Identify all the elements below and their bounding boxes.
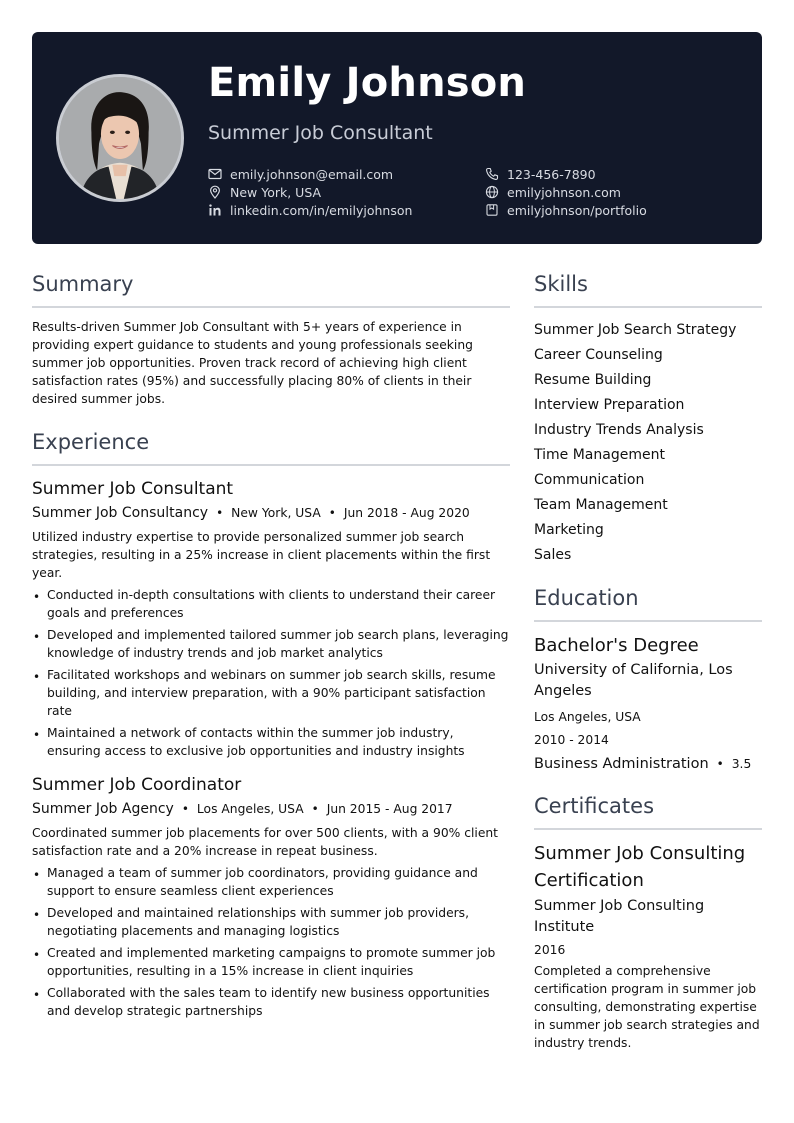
avatar-photo xyxy=(59,77,181,199)
job-description: Coordinated summer job placements for over 500 clients, with a 90% client satisfaction rate and a 20% increase in repeat business. xyxy=(32,826,499,858)
list-item: • Developed and implemented tailored summer job search plans, leveraging knowledge of industry trends and job market analytics xyxy=(33,628,509,660)
job-entry xyxy=(32,476,510,760)
education-field: Business Administration xyxy=(534,756,709,772)
job-dates: Jun 2015 - Aug 2017 xyxy=(326,802,453,816)
education-gpa: 3.5 xyxy=(731,757,752,771)
summary-section xyxy=(32,268,510,408)
side-column xyxy=(534,268,762,1052)
globe-icon xyxy=(485,185,499,199)
certificate-description: Completed a comprehensive certification program in summer job consulting, demonstrating expertise in summer job search strategies and industry trends. xyxy=(534,964,760,1050)
certificate-name: Summer Job Consulting Certification xyxy=(534,843,746,891)
job-bullets xyxy=(32,586,510,760)
experience-section xyxy=(32,426,510,1020)
skill-item: Team Management xyxy=(534,497,668,513)
certificate-year: 2016 xyxy=(534,943,566,957)
job-dates: Jun 2018 - Aug 2020 xyxy=(343,506,470,520)
list-item: • Conducted in-depth consultations with clients to understand their career goals and preferences xyxy=(33,588,496,620)
skill-item: Sales xyxy=(534,547,572,563)
contact-location-text: New York, USA xyxy=(230,184,322,200)
skill-item: Summer Job Search Strategy xyxy=(534,322,737,338)
education-location: Los Angeles, USA xyxy=(534,710,641,724)
contact-linkedin-text: linkedin.com/in/emilyjohnson xyxy=(230,202,413,218)
linkedin-icon xyxy=(208,203,222,217)
education-degree: Bachelor's Degree xyxy=(534,635,699,656)
section-title-certificates: Certificates xyxy=(534,790,762,830)
skill-item: Communication xyxy=(534,472,645,488)
contact-linkedin[interactable] xyxy=(208,201,412,219)
job-location: New York, USA xyxy=(231,506,321,520)
education-field-row: Business Administration • 3.5 xyxy=(534,756,752,772)
skills-list xyxy=(534,318,762,568)
section-title-education: Education xyxy=(534,582,762,622)
section-title-experience: Experience xyxy=(32,426,510,466)
candidate-name: Emily Johnson xyxy=(208,60,527,106)
section-title-summary: Summary xyxy=(32,268,510,308)
contact-phone[interactable] xyxy=(485,165,596,183)
education-years: 2010 - 2014 xyxy=(534,733,609,747)
contact-phone-text: 123-456-7890 xyxy=(507,166,596,182)
header-banner xyxy=(32,32,762,244)
job-bullets xyxy=(32,864,510,1020)
job-location: Los Angeles, USA xyxy=(196,802,304,816)
job-meta: Summer Job Consultancy • New York, USA • Jun 2018 - Aug 2020 xyxy=(32,505,470,521)
skill-item: Marketing xyxy=(534,522,604,538)
skill-item: Interview Preparation xyxy=(534,397,685,413)
job-company: Summer Job Agency xyxy=(32,801,174,817)
candidate-role: Summer Job Consultant xyxy=(208,122,433,144)
certificate-issuer: Summer Job Consulting Institute xyxy=(534,898,705,935)
avatar xyxy=(56,74,184,202)
education-section xyxy=(534,582,762,776)
location-icon xyxy=(208,185,222,199)
mail-icon xyxy=(208,167,222,181)
list-item: • Managed a team of summer job coordinators, providing guidance and support to ensure seamless client experiences xyxy=(33,866,478,898)
job-meta: Summer Job Agency • Los Angeles, USA • Jun 2015 - Aug 2017 xyxy=(32,801,453,817)
skills-section xyxy=(534,268,762,568)
job-description: Utilized industry expertise to provide personalized summer job search strategies, resulting in a 25% increase in client placements within the first year. xyxy=(32,530,491,580)
contact-website[interactable] xyxy=(485,183,621,201)
job-title: Summer Job Consultant xyxy=(32,479,234,499)
summary-text: Results-driven Summer Job Consultant with 5+ years of experience in providing expert guidance to students and young professionals seeking summer job opportunities. Proven track record of achieving high client satisfaction rates (95%) and successfully placing 80% of clients in their desired summer jobs. xyxy=(32,320,473,406)
contact-website-text: emilyjohnson.com xyxy=(507,184,621,200)
list-item: • Created and implemented marketing campaigns to promote summer job opportunities, resulting in a 15% increase in client inquiries xyxy=(33,946,496,978)
job-entry xyxy=(32,772,510,1020)
list-item: • Maintained a network of contacts within the summer job industry, ensuring access to exclusive job opportunities and industry insights xyxy=(33,726,465,758)
contact-location xyxy=(208,183,321,201)
skill-item: Time Management xyxy=(534,447,665,463)
skill-item: Career Counseling xyxy=(534,347,663,363)
list-item: • Collaborated with the sales team to identify new business opportunities and develop strategic partnerships xyxy=(33,986,490,1018)
job-title: Summer Job Coordinator xyxy=(32,775,242,795)
contact-portfolio-text: emilyjohnson/portfolio xyxy=(507,202,647,218)
contact-email[interactable] xyxy=(208,165,393,183)
contact-email-text: emily.johnson@email.com xyxy=(230,166,394,182)
contact-portfolio[interactable] xyxy=(485,201,647,219)
job-company: Summer Job Consultancy xyxy=(32,505,209,521)
portfolio-icon xyxy=(485,203,499,217)
main-column xyxy=(32,268,510,1024)
skill-item: Resume Building xyxy=(534,372,652,388)
list-item: • Facilitated workshops and webinars on summer job search skills, resume building, and interview preparation, with a 90% participant satisfaction rate xyxy=(33,668,496,718)
list-item: • Developed and maintained relationships with summer job providers, negotiating placements and managing logistics xyxy=(33,906,470,938)
section-title-skills: Skills xyxy=(534,268,762,308)
certificates-section xyxy=(534,790,762,1052)
phone-icon xyxy=(485,167,499,181)
skill-item: Industry Trends Analysis xyxy=(534,422,704,438)
education-university: University of California, Los Angeles xyxy=(534,662,733,699)
